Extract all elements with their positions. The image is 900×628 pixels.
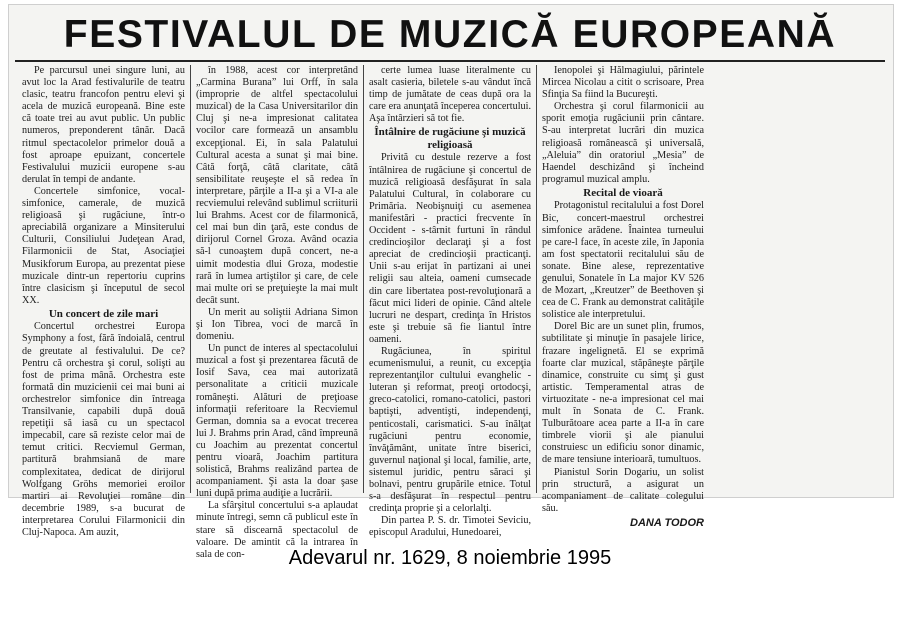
article-column-1 — [17, 65, 190, 538]
paragraph: Din partea P. S. dr. Timotei Seviciu, episcopul Aradului, Hunedoarei, — [369, 515, 531, 539]
paragraph: Pianistul Sorin Dogariu, un solist prin structură, a asigurat un acompaniament de calitate colegului său. — [542, 466, 704, 514]
section-subheading: Un concert de zile mari — [48, 307, 159, 320]
section-subheading: Întâlnire de rugăciune şi muzică religioasă — [374, 126, 526, 151]
article-column-3 — [363, 65, 536, 539]
source-caption: Adevarul nr. 1629, 8 noiembrie 1995 — [288, 547, 612, 569]
paragraph: Dorel Bic are un sunet plin, frumos, subtilitate şi minuţie în pasajele lirice, frazare ingelignetă. El se exprimă foarte clar muzical, stăpâneşte părţile dinamice, construite cu simţ şi gust artistic. Temperamental atras de virtuozitate - ne-a impresionat cel mai mult în Sonata de C. Frank. Tulburătoare acea parte a II-a în care timbrele viorii şi ale pianului construiesc un edificiu sonor dinamic, de mare tensiune interioară, tumultuos. — [542, 321, 704, 466]
article-column-2 — [190, 65, 363, 560]
paragraph: Ienopolei şi Hălmagiului, părintele Mircea Nicolau a citit o scrisoare, Prea Sfinţia Sa fiind la Bucureşti. — [542, 65, 704, 101]
author-signature: DANA TODOR — [630, 516, 704, 529]
paragraph: Privită cu destule rezerve a fost întâlnirea de rugăciune şi concertul de muzică religioasă desfăşurat în sala Palatului Cultural, în colaborare cu Primăria. Neobişnuiţi cu asemenea manifestări - practici frecvente în Occident - s-târnit furtuni în rândul credincioşilor declaraţi şi a fost apreciat de credincioşii practicanţi. Unii s-au erijat în partizani ai unei religii sau alteia, oameni cumsecade din care libertatea post-revoluţionară a făcut mici lideri de opinie. Când altele lucruri ne despart, credinţa în Hristos este şi trebuie să fie liantul între oameni. — [369, 152, 531, 345]
paragraph: Concertul orchestrei Europa Symphony a fost, fără îndoială, centrul de greutate al festivalului. De ce? Pentru că orchestra şi corul, solişti au fost de prima mână. Orchestra este formată din muzicienii cei mai buni ai orchestrelor simfonice din întreaga Transilvanie, capabili după două repetiţii să iasă cu un spectacol impecabil, care să reziste celor mai de temut critici. Recviemul German, partitură brahmsiană de mare complexitatea, dedicat de dirijorul Wolfgang Gröhs memoriei eroilor martiri ai Revoluţiei române din decembrie 1989, s-a bucurat de interpretarea Corului Filarmonicii din Cluj-Napoca. Am auzit, — [22, 321, 185, 538]
paragraph: certe lumea luase literalmente cu asalt casieria, biletele s-au vândut încă timp de jumătate de ceas după ora la care era anunţată începerea concertului. Aşa întârzieri să tot fie. — [369, 65, 531, 125]
paragraph: Un merit au soliştii Adriana Simon şi Ion Tibrea, voci de marcă în domeniu. — [196, 306, 358, 343]
article-headline: FESTIVALUL DE MUZICĂ EUROPEANĂ — [63, 13, 837, 56]
paragraph: în 1988, acest cor interpretând „Carmina Burana” lui Orff, în sala (improprie de altfel spectacolului muzical) de la Casa Universitarilor din Cluj şi ne-a impresionat calitatea vocilor care formează un ansamblu excepţional. Ei, în sala Palatului Cultural acesta a sunat şi mai bine. Câtă forţă, câtă claritate, câtă sensibilitate reuşeşte el să redea în interpretare, părţile a II-a şi a VI-a ale recviemului relevând sublimul scriiturii lui Brahms. Acest cor de filarmonică, cel mai bun din ţară, este condus de dirijorul Cornel Groza. Având ocazia să-l cunoaştem după concert, ne-a uimit modestia dlui Groza, modestie rară în lumea artiştilor şi care, de cele mai multe ori se preţuieşte la mai mult decât sunt. — [196, 65, 358, 306]
section-subheading: Recital de vioară — [583, 186, 663, 199]
paragraph: Pe parcursul unei singure luni, au avut loc la Arad festivalurile de teatru clasic, teatru francofon pentru elevi şi acela de muzică europeană. Bine este că toate trei au avut public. Un public numeros, preponderent tânăr. Dacă ritmul spectacolelor primelor două a fost aproape epuizant, concertele Festivalului muzicii europene s-au derulat în tempi de andante. — [22, 65, 185, 185]
paragraph: La sfârşitul concertului s-a aplaudat minute întregi, semn că publicul este în stare să discearnă spectacolul de valoare. De amintit că la intrarea în sala de con- — [196, 500, 358, 560]
paragraph: Un punct de interes al spectacolului muzical a fost şi prezentarea făcută de Iosif Sava, cea mai autorizată personalitate a criticii muzicale româneşti. Alături de preţioase informaţii referitoare la Recviemul German, domnia sa a evocat trecerea lui J. Brahms prin Arad, când împreună cu Joachim au prezentat concertul pentru vioară, Joachim partitura solistică, Brahms realizând partea de acompaniament. Şi asta la doar şase luni după prima audiţie a lucrării. — [196, 343, 358, 500]
paragraph: Concertele simfonice, vocal-simfonice, camerale, de muzică religioasă şi rugăciune, într-o apreciabilă organizare a Minsiterului Culturii, Consiliului Judeţean Arad, Filarmonicii de Stat, Asociaţiei Musikforum Europa, au prezentat piese muzicale dintr-un repertoriu cuprins între clasicism şi începutul de secol XX. — [22, 185, 185, 306]
headline-rule — [15, 60, 885, 62]
article-column-4 — [536, 65, 709, 529]
paragraph: Protagonistul recitalului a fost Dorel Bic, concert-maestrul orchestrei simfonice arădene. Înaintea turneului pe care-l face, în aceste zile, în Japonia am fost spectatorii recitalului său de sonate. Bine alese, reprezentative genului, Sonatele în La major KV 526 de Mozart, „Kreutzer” de Beethoven şi cea de C. Frank au demonstrat calităţile solistice ale interpretului. — [542, 200, 704, 321]
paragraph: Orchestra şi corul filarmonicii au sporit emoţia rugăciunii prin cântare. S-au interpretat lucrări din muzica religioasă românească şi universală, „Aleluia” din oratoriul „Mesia” de Haendel deschizând şi încheind programul muzical amplu. — [542, 101, 704, 185]
paragraph: Rugăciunea, în spiritul ecumenismului, a reunit, cu excepţia reprezentanţilor cultului evanghelic - luteran şi reformat, preoţi ortodocşi, greco-catolici, romano-catolici, pastori baptişti, adventişti, independenţi, penticostali, carismatici. S-au înălţat rugăciuni pentru economie, învăţământ, unitate între biserici, guvernul naţional şi local, familie, arte, sistemul juridic, pentru săraci şi bolnavi, pentru grupările etnice. Totul s-a desfăşurat în respectul pentru credinţa proprie şi a celorlalţi. — [369, 345, 531, 515]
